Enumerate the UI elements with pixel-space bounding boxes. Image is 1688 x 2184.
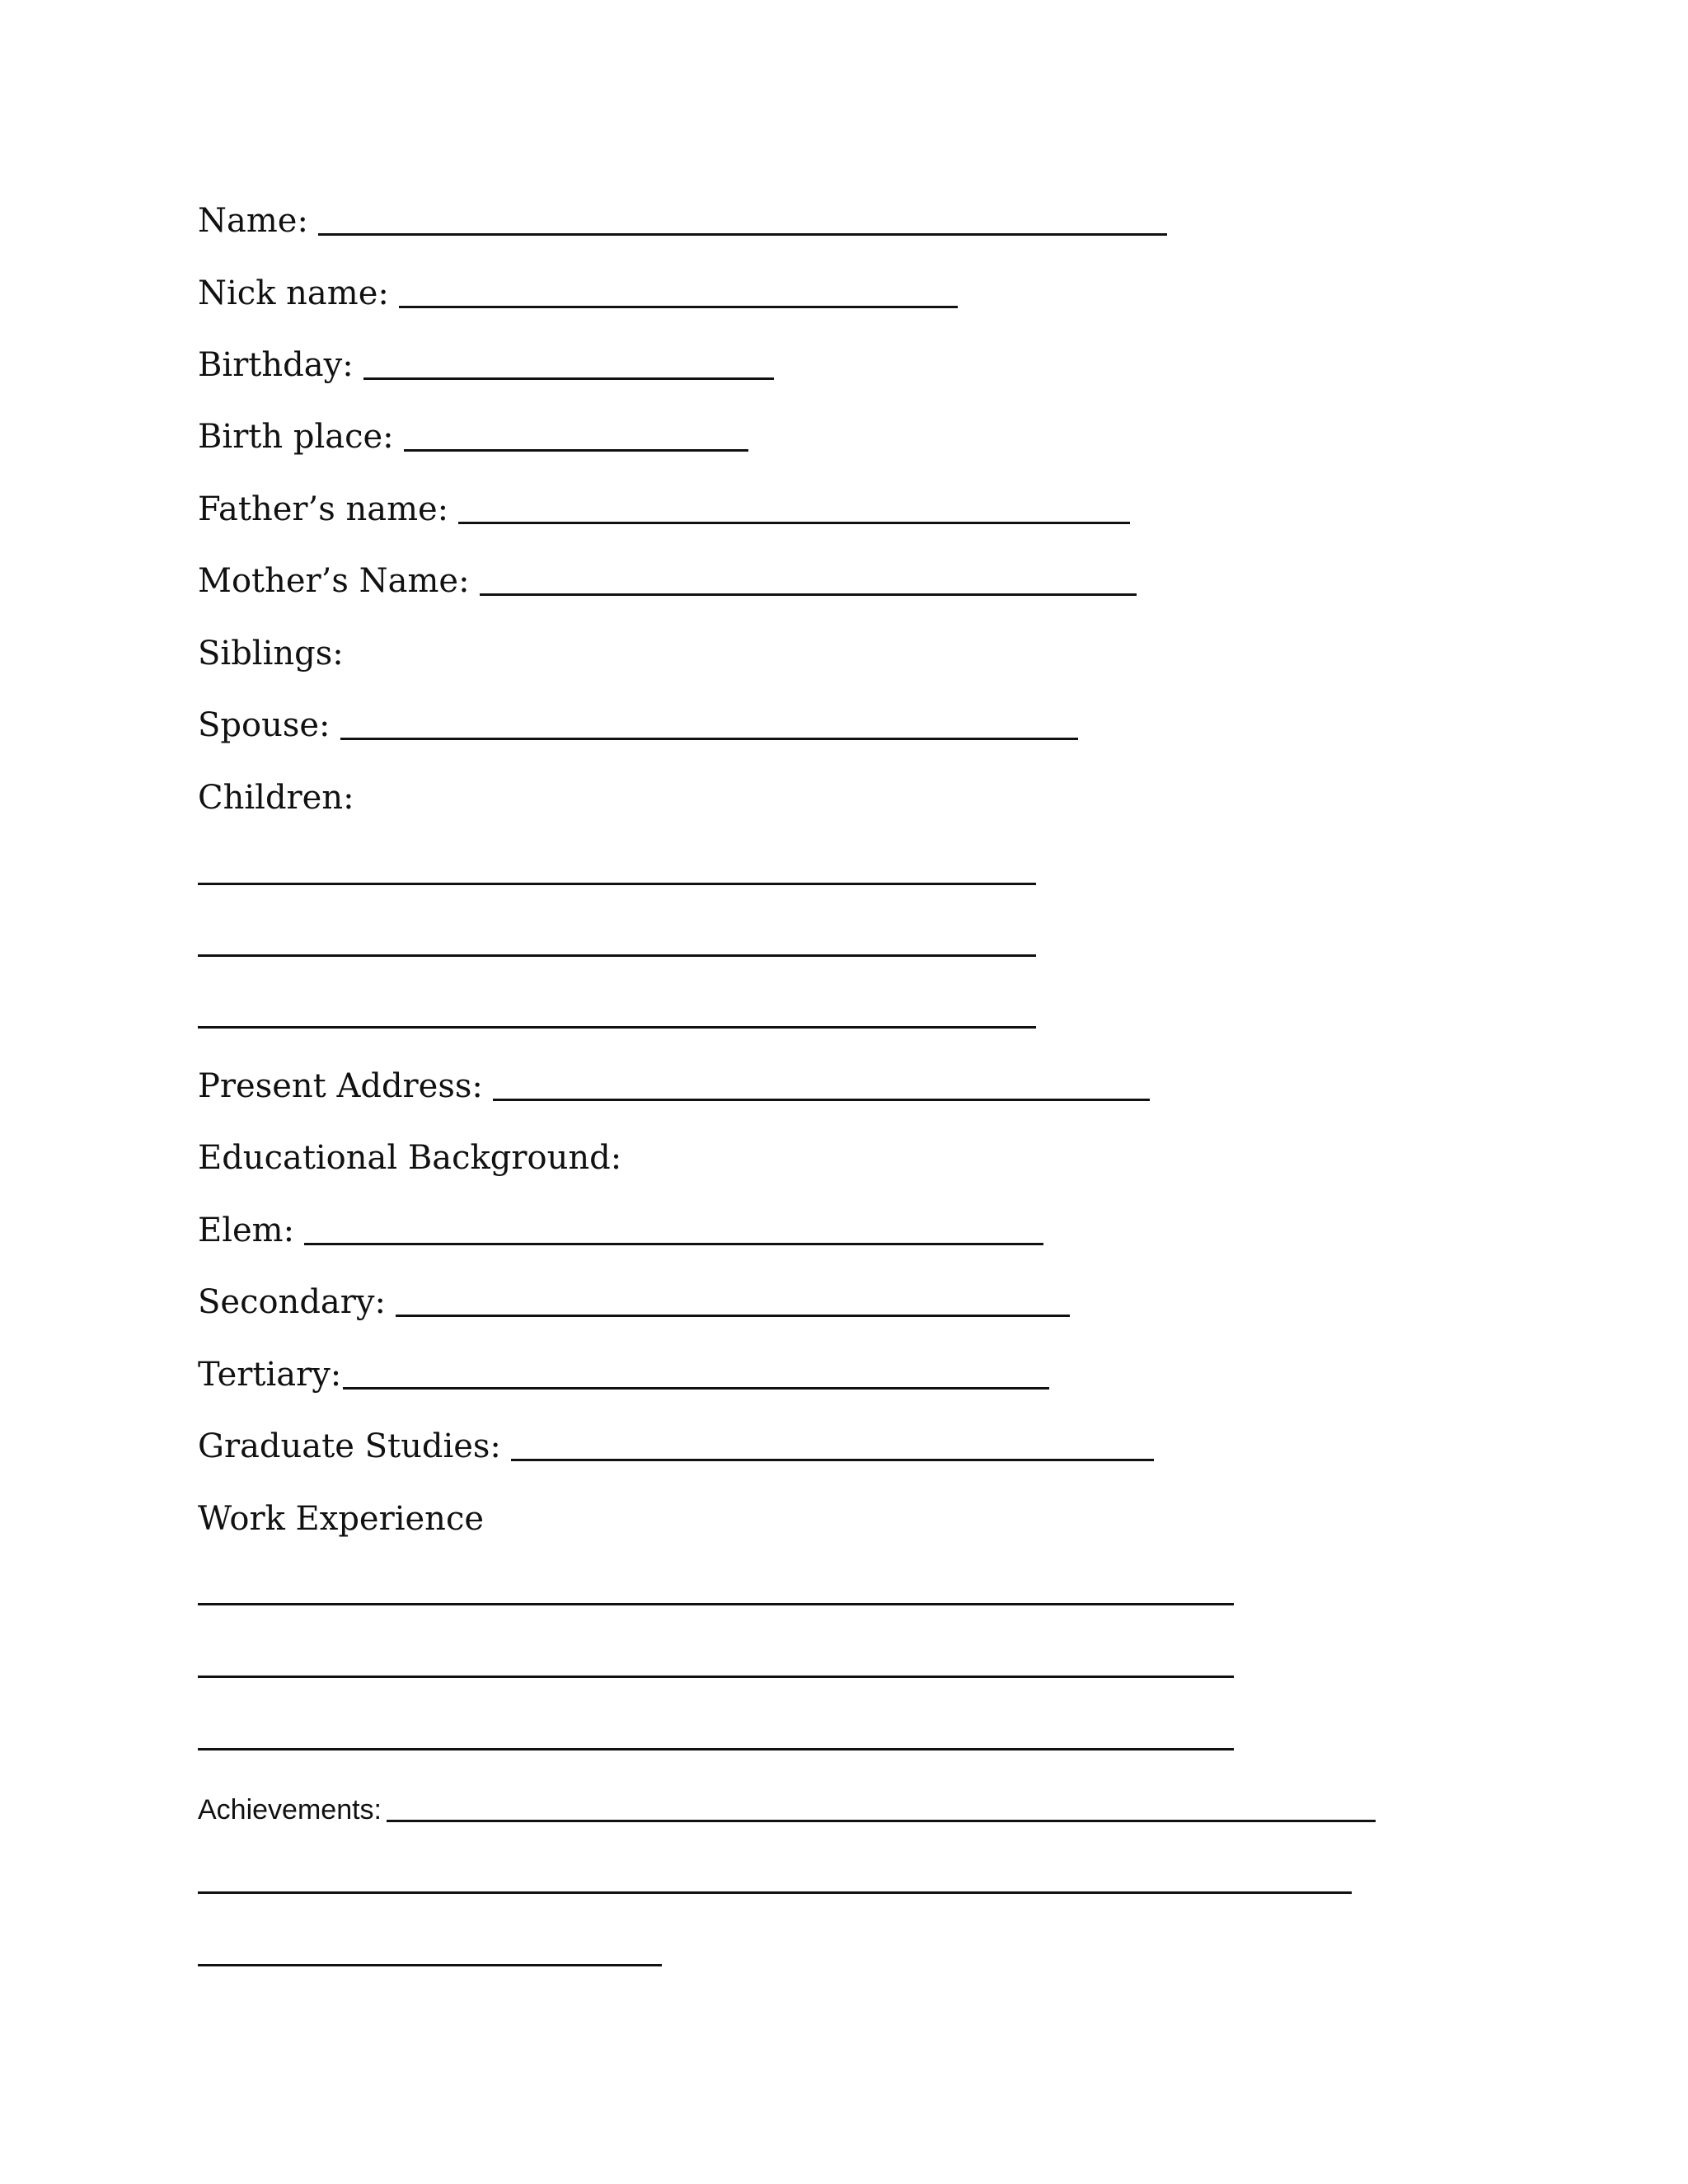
achievements-blank[interactable] — [387, 1820, 1376, 1822]
name-blank[interactable] — [318, 233, 1167, 236]
name-label: Name: — [198, 202, 308, 240]
work-experience-row — [198, 1488, 484, 1537]
siblings-label: Siblings: — [198, 635, 344, 673]
achievements-line-2[interactable] — [198, 1891, 1352, 1894]
achievements-line-3[interactable] — [198, 1964, 662, 1966]
work-experience-line-3[interactable] — [198, 1748, 1234, 1750]
nick-name-row — [198, 262, 958, 312]
mothers-name-label: Mother’s Name: — [198, 562, 470, 600]
birth-place-label: Birth place: — [198, 418, 394, 456]
achievements-line-3-row — [198, 1920, 662, 1970]
mothers-name-blank[interactable] — [480, 593, 1137, 596]
present-address-blank[interactable] — [493, 1099, 1150, 1101]
elem-blank[interactable] — [304, 1243, 1043, 1245]
work-experience-line-3-row — [198, 1704, 1234, 1754]
nick-name-label: Nick name: — [198, 274, 389, 312]
achievements-label: Achievements: — [198, 1794, 382, 1825]
children-line-1-row — [198, 839, 1036, 888]
children-row — [198, 766, 354, 816]
children-line-2[interactable] — [198, 954, 1036, 957]
work-experience-line-1-row — [198, 1559, 1234, 1609]
spouse-row — [198, 694, 1078, 743]
siblings-row — [198, 622, 344, 672]
nick-name-blank[interactable] — [399, 306, 958, 308]
graduate-studies-blank[interactable] — [511, 1459, 1154, 1461]
mothers-name-row — [198, 550, 1137, 599]
achievements-row — [198, 1776, 1376, 1825]
work-experience-line-1[interactable] — [198, 1603, 1234, 1605]
children-label: Children: — [198, 779, 354, 817]
spouse-blank[interactable] — [340, 738, 1078, 740]
graduate-studies-label: Graduate Studies: — [198, 1427, 501, 1465]
tertiary-label: Tertiary: — [198, 1356, 342, 1394]
children-line-2-row — [198, 911, 1036, 960]
educational-background-row — [198, 1127, 621, 1176]
fathers-name-blank[interactable] — [458, 522, 1130, 524]
tertiary-blank[interactable] — [343, 1387, 1049, 1390]
children-line-3-row — [198, 982, 1036, 1032]
secondary-row — [198, 1271, 1070, 1320]
birth-place-blank[interactable] — [404, 449, 748, 452]
educational-background-label: Educational Background: — [198, 1139, 622, 1177]
work-experience-line-2[interactable] — [198, 1675, 1234, 1678]
present-address-label: Present Address: — [198, 1067, 483, 1105]
work-experience-line-2-row — [198, 1632, 1234, 1681]
fathers-name-row — [198, 478, 1130, 527]
secondary-label: Secondary: — [198, 1283, 386, 1321]
children-line-1[interactable] — [198, 883, 1036, 885]
work-experience-label: Work Experience — [198, 1500, 485, 1538]
graduate-studies-row — [198, 1415, 1154, 1465]
present-address-row — [198, 1055, 1150, 1104]
birth-place-row — [198, 405, 748, 455]
birthday-row — [198, 334, 774, 383]
achievements-line-2-row — [198, 1848, 1352, 1897]
elem-row — [198, 1199, 1043, 1249]
birthday-label: Birthday: — [198, 346, 354, 384]
fathers-name-label: Father’s name: — [198, 490, 449, 528]
elem-label: Elem: — [198, 1212, 295, 1249]
secondary-blank[interactable] — [396, 1315, 1070, 1317]
spouse-label: Spouse: — [198, 706, 331, 744]
birthday-blank[interactable] — [363, 377, 774, 380]
name-row — [198, 190, 1167, 239]
children-line-3[interactable] — [198, 1026, 1036, 1029]
tertiary-row — [198, 1343, 1049, 1393]
